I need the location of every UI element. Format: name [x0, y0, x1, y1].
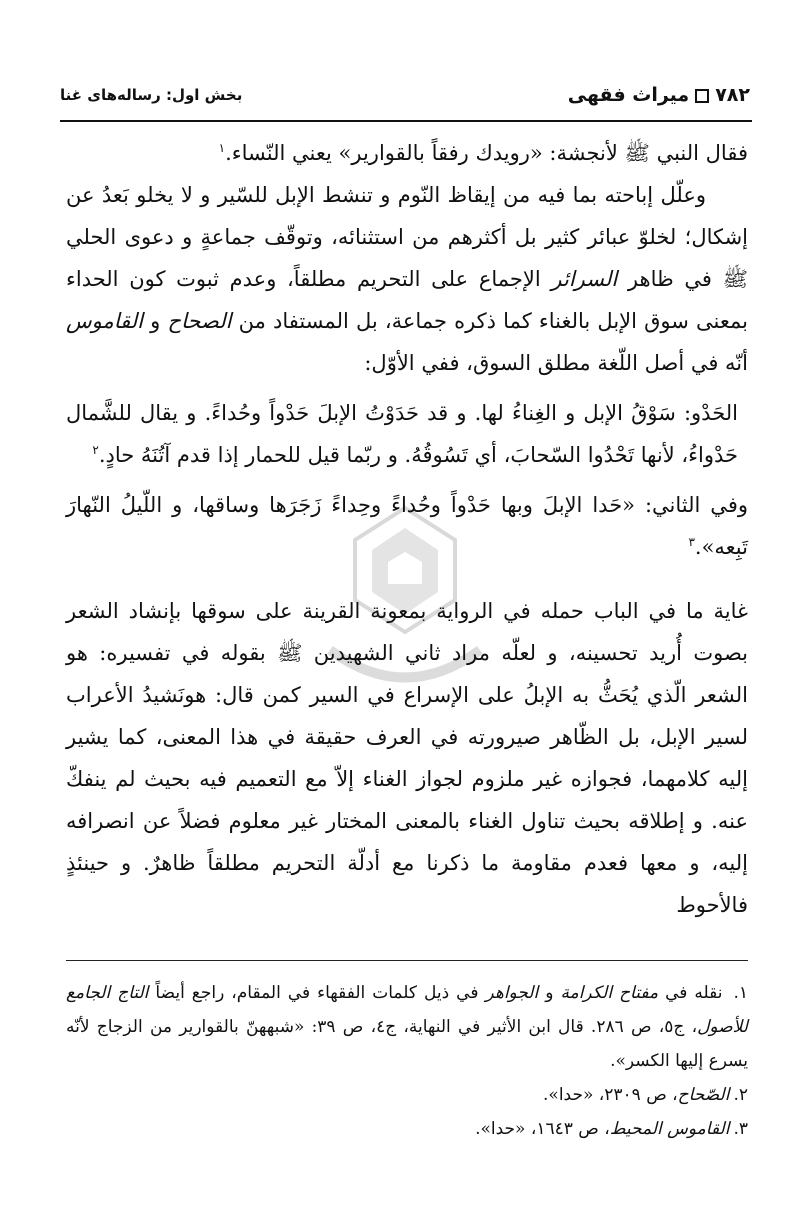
footnote: ١. نقله في مفتاح الكرامة و الجواهر في ذيل كلمات الفقهاء في المقام، راجع أيضاً التاج الجامع للأصول، ج٥، ص ٢٨٦. قال ابن الأثير في النهاية، ج٤، ص ٣٩: «شبههنّ بالقوارير من الزجاج لأنّه يسرع إليها الكسر». [66, 983, 749, 1071]
header-square-ornament [695, 89, 709, 103]
footnote: ٣.القاموس المحيط، ص ١٦٤٣، «حدا». [475, 1119, 748, 1139]
footnote-ref: ١ [218, 141, 226, 155]
footnote-ref: ٢ [92, 443, 99, 457]
paragraph: غاية ما في الباب حمله في الرواية بمعونة القرينة على سوقها بإنشاد الشعر بصوت أُريد تحسينه، و لعلّه مراد ثاني الشهيدين ﷺ بقوله في تفسيره: هو الشعر الّذي يُحَثُّ به الإبلُ على الإسراع في السير كمن قال: هونَشيدُ الأعراب لسير الإبل، بل الظّاهر صيرورته في العرف حقيقة في هذا المعنى، كما يشير إليه كلامهما، فجوازه غير ملزوم لجواز الغناء إلاّ مع التعميم فيه بحيث لم ينفكّ عنه. و إطلاقه بحيث تناول الغناء بالمعنى المختار غير معلوم فضلاً عن انصرافه إليه، و معها فعدم مقاومة ما ذكرنا مع أدلّة التحريم مطلقاً ظاهرٌ. و حينئذٍ فالأحوط [66, 599, 748, 917]
paragraph: وفي الثاني: «حَدا الإبلَ وبها حَدْواً وحُداءً وحِداءً زَجَرَها وساقها، و اللّيلُ النّهارَ تَبِعه».$^٣$ [66, 493, 748, 559]
footnote-rule [66, 960, 748, 961]
header-rule [60, 120, 752, 122]
dictionary-quote: الحَدْو: سَوْقُ الإبل و الغِناءُ لها. و قد حَدَوْتُ الإبلَ حَدْواً وحُداءً. و يقال للشَّمال حَدْواءُ، لأنها تَحْدُوا السّحابَ، أي تَسُوقُهُ. و ربّما قيل للحمار إذا قدم آتُنَهُ حادٍ.$^٢$ [66, 401, 738, 467]
page-number: ۷۸۲ [715, 84, 750, 106]
header-page-info [568, 84, 750, 106]
footnote: ٢.الصّحاح، ص ٢٣٠٩، «حدا». [543, 1085, 748, 1105]
paragraph: فقال النبي ﷺ لأنجشة: «رويدك رفقاً بالقوارير» يعني النّساء.$^١$ [218, 141, 748, 165]
paragraph: وعلّل إباحته بما فيه من إيقاظ النّوم و تنشط الإبل للسّير و لا يخلو بَعدُ عن إشكال؛ لخلوّ عبائر كثير بل أكثرهم من استثنائه، وتوقّف جماعةٍ و دعوى الحلي ﷺ في ظاهر السرائر الإجماع على التحريم مطلقاً، وعدم ثبوت كون الحداء بمعنى سوق الإبل بالغناء كما ذكره جماعة، بل المستفاد من الصحاح و القاموس أنّه في أصل اللّغة مطلق السوق، ففي الأوّل: [66, 183, 748, 375]
section-title: بخش اول: رساله‌های غنا [60, 86, 243, 104]
footnote-ref: ٣ [688, 535, 695, 549]
footnotes [66, 976, 748, 1146]
book-title: میراث فقهی [567, 84, 690, 106]
main-text [66, 132, 748, 926]
page-header [60, 80, 750, 112]
